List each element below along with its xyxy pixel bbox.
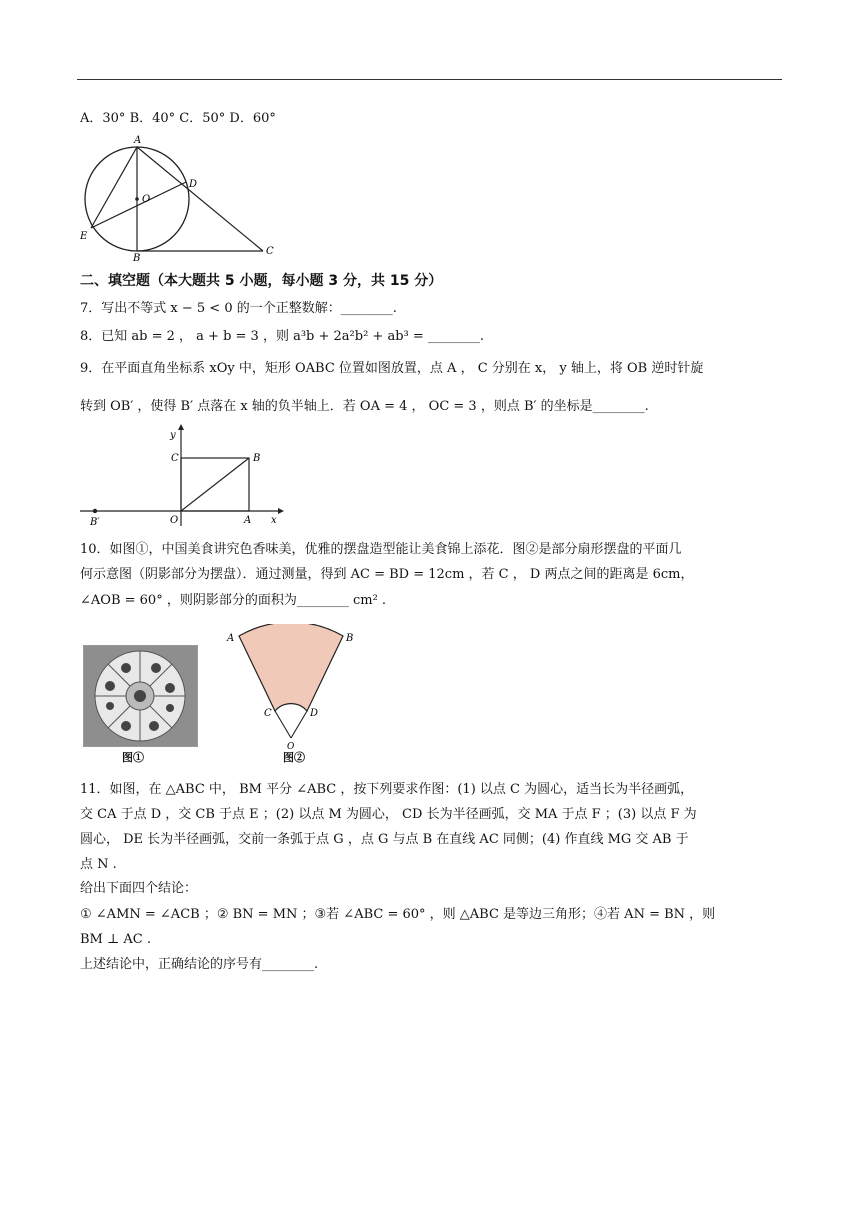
q6-label-c: C bbox=[266, 246, 274, 257]
q6-label-o: O bbox=[142, 194, 151, 205]
plate-illustration bbox=[84, 646, 197, 746]
question-9-line-2: 转到 OB′ ，使得 B′ 点落在 x 轴的负半轴上．若 OA = 4 ， OC = 3 ，则点 B′ 的坐标是________. bbox=[80, 399, 649, 414]
section-2-title: 二、填空题（本大题共 5 小题，每小题 3 分，共 15 分） bbox=[80, 273, 443, 289]
question-10-line-3: ∠AOB = 60° ，则阴影部分的面积为________ cm² . bbox=[80, 593, 387, 608]
question-9-line-1: 9．在平面直角坐标系 xOy 中，矩形 OABC 位置如图放置，点 A ， C 分别在 x， y 轴上，将 OB 逆时针旋 bbox=[80, 361, 704, 376]
q6-circle-figure bbox=[78, 132, 278, 262]
question-11-line-5: 给出下面四个结论： bbox=[80, 881, 198, 896]
q6-options: A．30° B．40° C．50° D．60° bbox=[80, 111, 276, 126]
q9-label-c: C bbox=[171, 453, 179, 464]
question-8: 8．已知 ab = 2 ， a + b = 3 ，则 a³b + 2a²b² + ab³ = ________. bbox=[80, 329, 485, 344]
q9-label-b: B bbox=[253, 453, 261, 464]
q9-label-y: y bbox=[170, 430, 176, 441]
q10-label-a: A bbox=[227, 633, 235, 644]
question-10-line-1: 10．如图①，中国美食讲究色香味美，优雅的摆盘造型能让美食锦上添花．图②是部分扇形摆盘的平面几 bbox=[80, 542, 682, 557]
question-10-line-2: 何示意图（阴影部分为摆盘）．通过测量，得到 AC = BD = 12cm ，若 C ， D 两点之间的距离是 6cm， bbox=[80, 567, 694, 582]
q10-label-d: D bbox=[310, 708, 319, 719]
q9-coordinate-figure bbox=[78, 422, 288, 532]
question-11-line-8: 上述结论中，正确结论的序号有________. bbox=[80, 957, 319, 972]
question-11-line-3: 圆心， DE 长为半径画弧，交前一条弧于点 G ，点 G 与点 B 在直线 AC 同侧；(4) 作直线 MG 交 AB 于 bbox=[80, 832, 689, 847]
q9-label-o: O bbox=[170, 515, 179, 526]
q9-label-b-prime: B′ bbox=[90, 517, 100, 528]
q10-sector-figure bbox=[222, 624, 362, 752]
question-11-line-1: 11．如图，在 △ABC 中， BM 平分 ∠ABC ，按下列要求作图：(1) 以点 C 为圆心，适当长为半径画弧， bbox=[80, 782, 694, 797]
question-11-line-4: 点 N . bbox=[80, 857, 117, 872]
q10-label-b: B bbox=[346, 633, 354, 644]
q10-caption-2: 图② bbox=[283, 751, 305, 764]
q9-label-a: A bbox=[244, 515, 252, 526]
q6-label-a: A bbox=[134, 135, 142, 146]
q9-label-x: x bbox=[271, 515, 277, 526]
q10-label-o: O bbox=[287, 742, 295, 752]
q10-plate-photo bbox=[83, 645, 198, 747]
q10-label-c: C bbox=[264, 708, 272, 719]
question-11-line-6: ① ∠AMN = ∠ACB ；② BN = MN ；③若 ∠ABC = 60° ，则 △ABC 是等边三角形；④若 AN = BN ，则 bbox=[80, 907, 716, 922]
question-7: 7．写出不等式 x − 5 < 0 的一个正整数解：________. bbox=[80, 301, 397, 316]
q6-label-b: B bbox=[133, 253, 141, 262]
header-rule bbox=[77, 79, 782, 80]
question-11-line-2: 交 CA 于点 D ，交 CB 于点 E ；(2) 以点 M 为圆心， CD 长为半径画弧，交 MA 于点 F ；(3) 以点 F 为 bbox=[80, 807, 697, 822]
question-11-line-7: BM ⊥ AC . bbox=[80, 932, 151, 947]
q10-caption-1: 图① bbox=[122, 751, 144, 764]
q6-label-d: D bbox=[189, 179, 198, 190]
q6-label-e: E bbox=[80, 231, 88, 242]
